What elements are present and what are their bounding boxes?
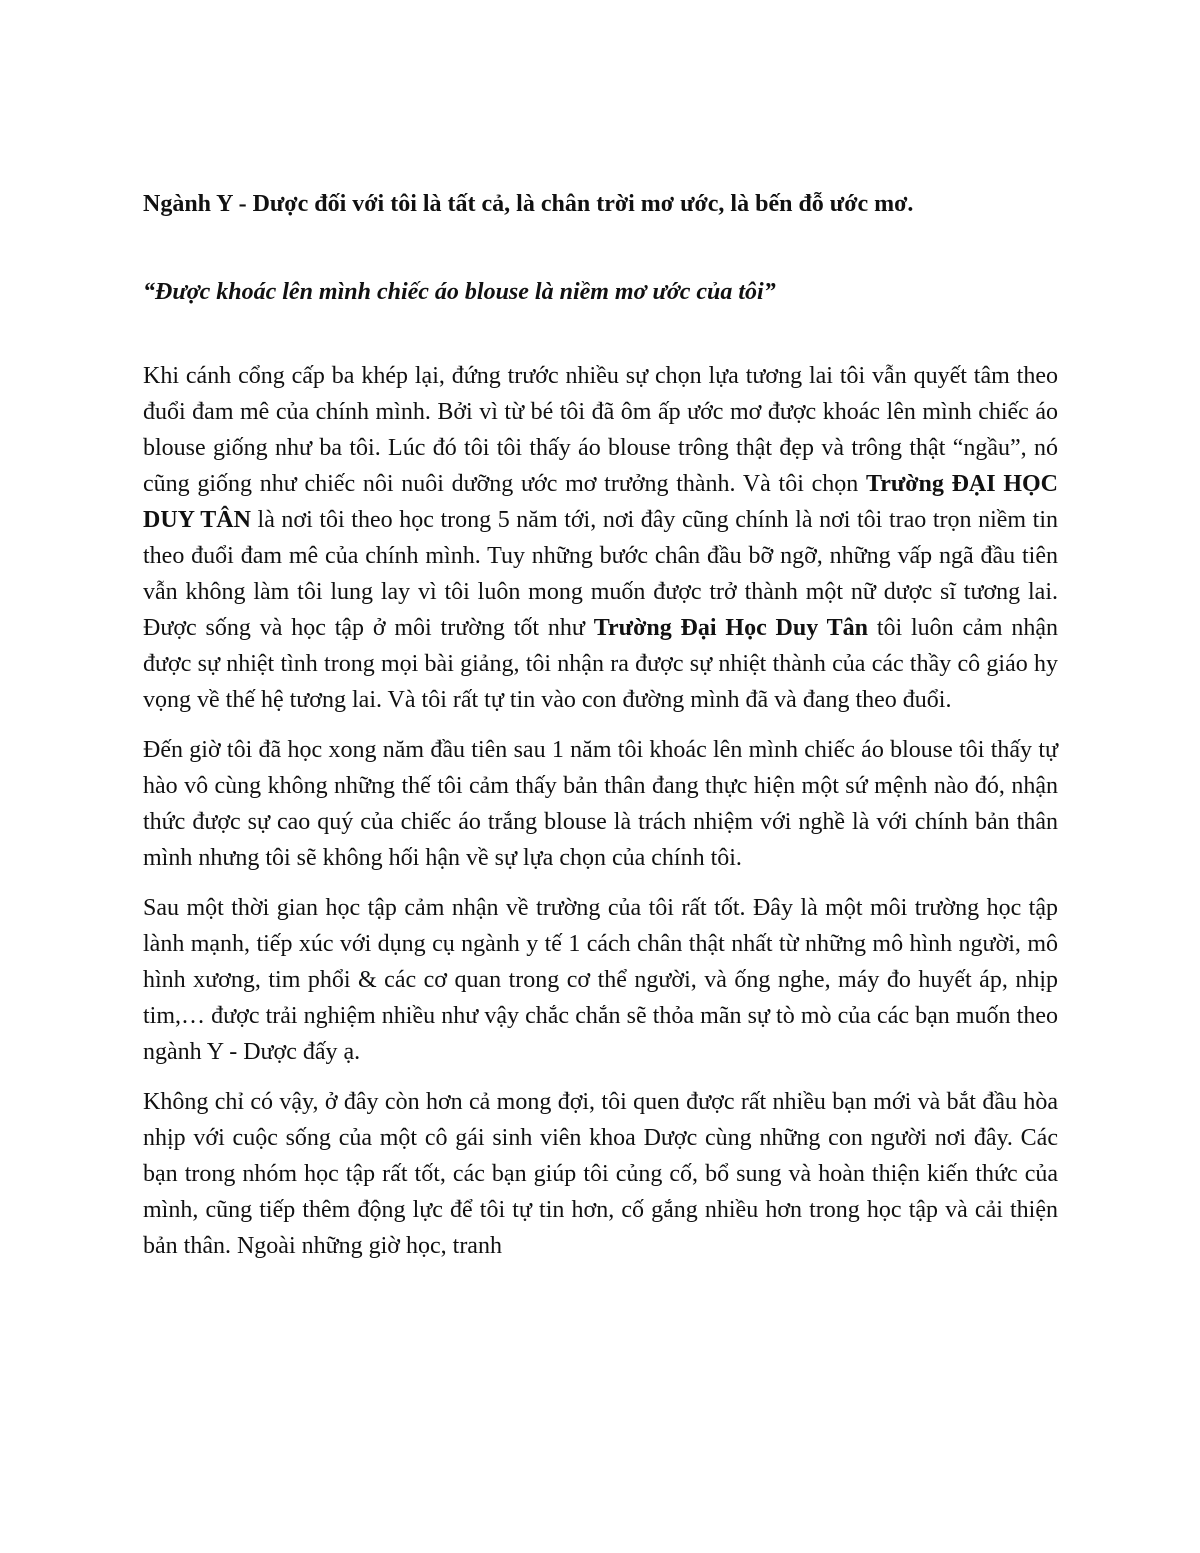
document-heading: Ngành Y - Dược đối với tôi là tất cả, là chân trời mơ ước, là bến đỗ ước mơ. — [143, 191, 914, 217]
paragraph-3: Sau một thời gian học tập cảm nhận về trường của tôi rất tốt. Đây là một môi trường học tập lành mạnh, tiếp xúc với dụng cụ ngành y tế 1 cách chân thật nhất từ những mô hình người, mô hình xương, tim phổi & các cơ quan trong cơ thể người, và ống nghe, máy đo huyết áp, nhịp tim,… được trải nghiệm nhiều như vậy chắc chắn sẽ thỏa mãn sự tò mò của các bạn muốn theo ngành Y - Dược đấy ạ. — [143, 895, 1058, 1065]
paragraph-2: Đến giờ tôi đã học xong năm đầu tiên sau 1 năm tôi khoác lên mình chiếc áo blouse tôi thấy tự hào vô cùng không những thế tôi cảm thấy bản thân đang thực hiện một sứ mệnh nào đó, nhận thức được sự cao quý của chiếc áo trắng blouse là trách nhiệm với nghề là với chính bản thân mình nhưng tôi sẽ không hối hận về sự lựa chọn của chính tôi. — [143, 737, 1058, 871]
paragraph-1-text-b: là nơi tôi theo học trong 5 năm tới, nơi đây cũng chính là nơi tôi trao trọn niềm tin theo đuổi đam mê của chính mình. Tuy những bước chân đầu bỡ ngỡ, những vấp ngã đầu tiên vẫn không làm tôi lung lay vì tôi luôn mong muốn được trở thành một nữ dược sĩ tương lai. Được sống và học tập ở môi trường tốt như — [143, 507, 1059, 641]
document-subtitle: “Được khoác lên mình chiếc áo blouse là niềm mơ ước của tôi” — [143, 279, 776, 305]
school-name-bold-1: Trường ĐẠI HỌC DUY TÂN — [143, 471, 1058, 533]
paragraph-1 — [143, 358, 1058, 718]
school-name-bold-2: Trường Đại Học Duy Tân — [593, 615, 868, 641]
paragraph-4: Không chỉ có vậy, ở đây còn hơn cả mong đợi, tôi quen được rất nhiều bạn mới và bắt đầu hòa nhịp với cuộc sống của một cô gái sinh viên khoa Dược cùng những con người nơi đây. Các bạn trong nhóm học tập rất tốt, các bạn giúp tôi củng cố, bổ sung và hoàn thiện kiến thức của mình, cũng tiếp thêm động lực để tôi tự tin hơn, cố gắng nhiều hơn trong học tập và cải thiện bản thân. Ngoài những giờ học, tranh — [143, 1089, 1058, 1259]
document-body — [143, 184, 1058, 1264]
paragraph-1-text-a: Khi cánh cổng cấp ba khép lại, đứng trước nhiều sự chọn lựa tương lai tôi vẫn quyết tâm theo đuổi đam mê của chính mình. Bởi vì từ bé tôi đã ôm ấp ước mơ được khoác lên mình chiếc áo blouse giống như ba tôi. Lúc đó tôi tôi thấy áo blouse trông thật đẹp và trông thật “ngầu”, nó cũng giống như chiếc nôi nuôi dưỡng ước mơ trưởng thành. Và tôi chọn — [143, 363, 1058, 497]
paragraph-1-text-c: tôi luôn cảm nhận được sự nhiệt tình trong mọi bài giảng, tôi nhận ra được sự nhiệt thành của các thầy cô giáo hy vọng về thế hệ tương lai. Và tôi rất tự tin vào con đường mình đã và đang theo đuổi. — [143, 615, 1058, 713]
